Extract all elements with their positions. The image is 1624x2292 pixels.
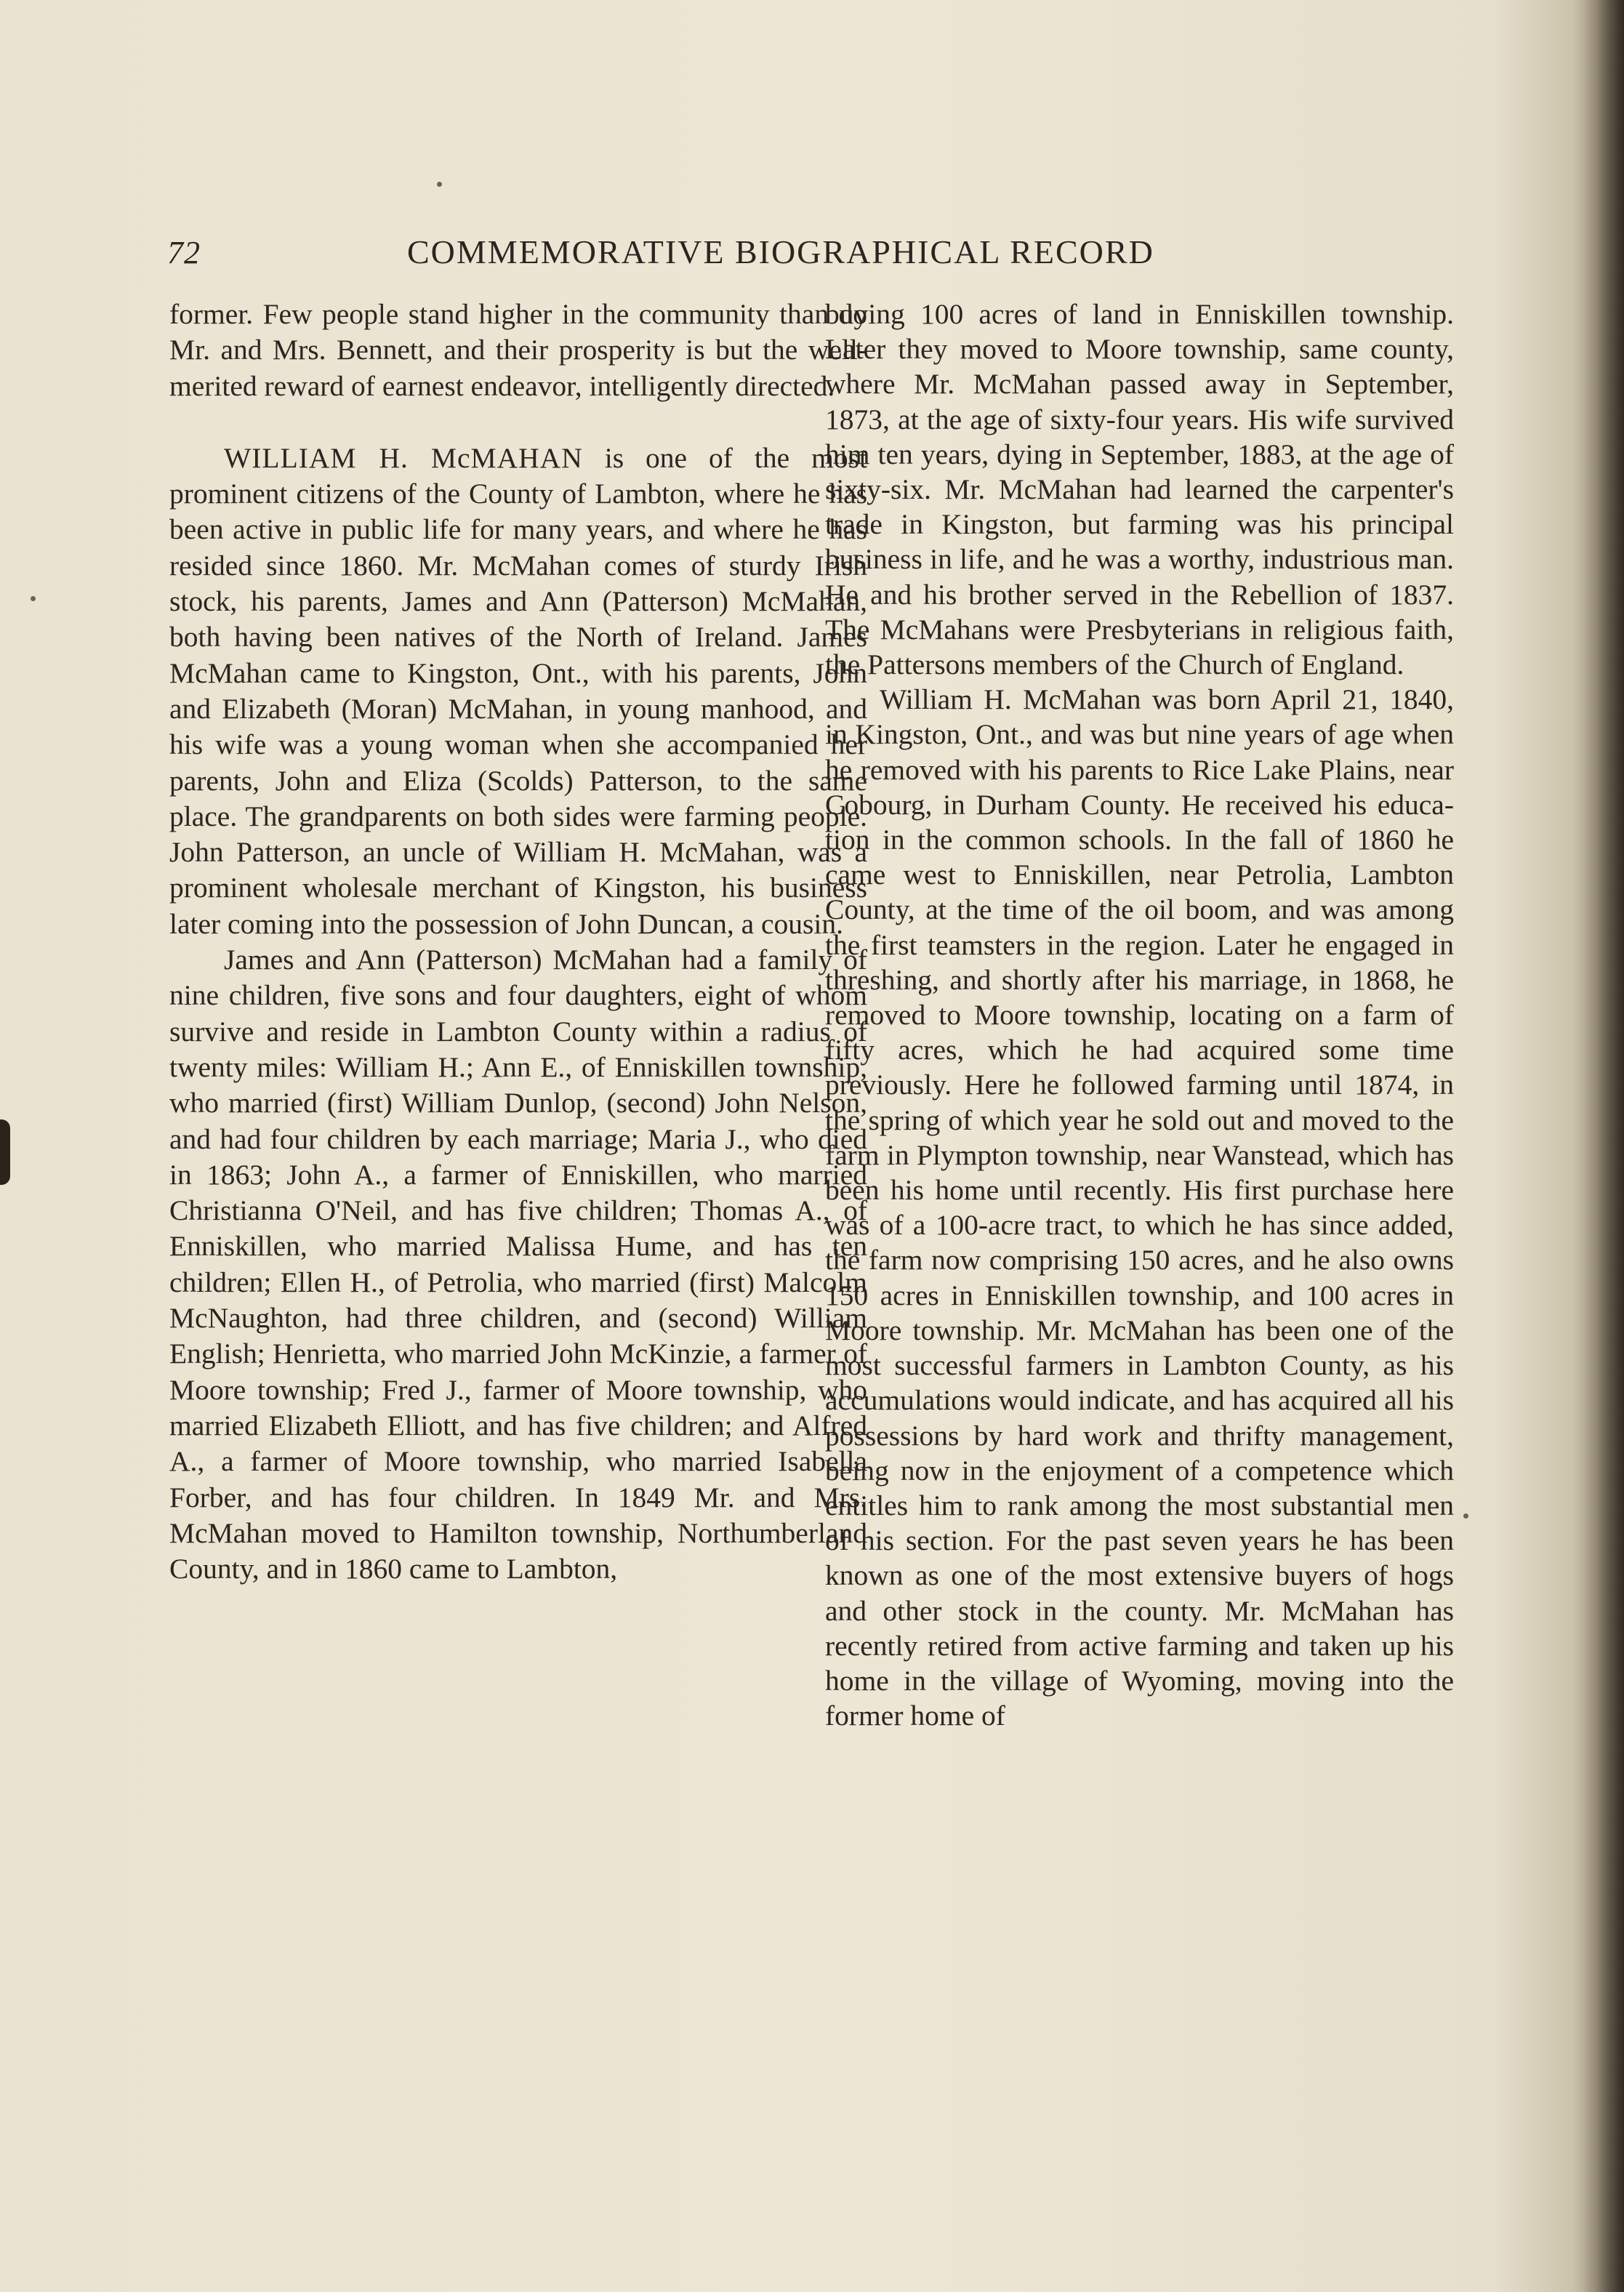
paragraph-biography-intro	[169, 441, 867, 942]
paragraph-continuation-right: buying 100 acres of land in Enniskillen township. Later they moved to Moore township, same county, where Mr. McMahan passed away in September, 1873, at the age of sixty-four years. His wife survived him ten years, dying in September, 1883, at the age of sixty-six. Mr. McMahan had learned the carpenter's trade in Kingston, but farming was his principal business in life, and he was a worthy, industrious man. He and his brother served in the Rebellion of 1837. The McMahans were Presbyterians in religious faith, the Pattersons members of the Church of England.	[825, 298, 1454, 681]
paper-speck	[1463, 1513, 1468, 1519]
page-number: 72	[167, 235, 201, 270]
paragraph-continuation: former. Few people stand higher in the community than do Mr. and Mrs. Bennett, and their prosperity is but the well-merited reward of earnest endeavor, intelligently directed.	[169, 298, 867, 402]
running-title: COMMEMORATIVE BIOGRAPHICAL RECORD	[407, 233, 1154, 270]
paper-speck	[31, 596, 36, 601]
right-column	[825, 297, 1454, 1733]
binding-edge-shadow	[1573, 0, 1624, 2292]
left-column	[169, 297, 867, 1587]
margin-ink-mark	[0, 1119, 10, 1185]
paragraph-career: William H. McMahan was born April 21, 1840, in Kingston, Ont., and was but nine years of age when he removed with his parents to Rice Lake Plains, near Cobourg, in Durham County. He received his education in the common schools. In the fall of 1860 he came west to Enniskillen, near Petrolia, Lambton County, at the time of the oil boom, and was among the first teamsters in the region. Later he engaged in threshing, and shortly after his marriage, in 1868, he removed to Moore township, locating on a farm of fifty acres, which he had acquired some time previously. Here he followed farming until 1874, in the spring of which year he sold out and moved to the farm in Plympton township, near Wanstead, which has been his home until recently. His first purchase here was of a 100-acre tract, to which he has since added, the farm now comprising 150 acres, and he also owns 150 acres in Enniskillen township, and 100 acres in Moore township. Mr. McMahan has been one of the most successful farmers in Lambton County, as his accumulations would indicate, and has acquired all his possessions by hard work and thrifty management, being now in the enjoyment of a competence which entitles him to rank among the most substantial men of his section. For the past seven years he has been known as one of the most extensive buyers of hogs and other stock in the county. Mr. McMahan has recently retired from active farming and taken up his home in the village of Wyoming, moving into the former home of	[825, 683, 1454, 1732]
paragraph-intro-text: is one of the most prominent citizens of the County of Lambton, where he has been active in public life for many years, and where he has resided since 1860. Mr. McMahan comes of sturdy Irish stock, his parents, James and Ann (Patterson) McMahan, both having been natives of the North of Ireland. James McMahan came to Kingston, Ont., with his parents, John and Elizabeth (Moran) McMahan, in young manhood, and his wife was a young woman when she accompanied her parents, John and Eliza (Scolds) Patterson, to the same place. The grandparents on both sides were farming people. John Patterson, an uncle of William H. McMahan, was a prominent wholesale merchant of Kingston, his business later coming into the possession of John Duncan, a cousin.	[169, 441, 867, 940]
paragraph-family: James and Ann (Patterson) McMahan had a family of nine children, five sons and four daughters, eight of whom survive and reside in Lambton County within a radius of twenty miles: William H.; Ann E., of Enniskillen township, who married (first) William Dunlop, (second) John Nelson, and had four children by each marriage; Maria J., who died in 1863; John A., a farmer of Enniskillen, who married Christianna O'Neil, and has five children; Thomas A., of Enniskillen, who married Malissa Hume, and has ten children; Ellen H., of Petrolia, who married (first) Malcolm McNaughton, had three children, and (second) William English; Henrietta, who married John McKinzie, a farmer of Moore township; Fred J., farmer of Moore township, who married Elizabeth Elliott, and has five children; and Alfred A., a farmer of Moore township, who married Isabella Forber, and has four children. In 1849 Mr. and Mrs. McMahan moved to Hamilton township, Northumberland County, and in 1860 came to Lambton,	[169, 944, 867, 1585]
paper-speck	[437, 182, 442, 187]
subject-name: WILLIAM H. McMAHAN	[224, 441, 583, 474]
